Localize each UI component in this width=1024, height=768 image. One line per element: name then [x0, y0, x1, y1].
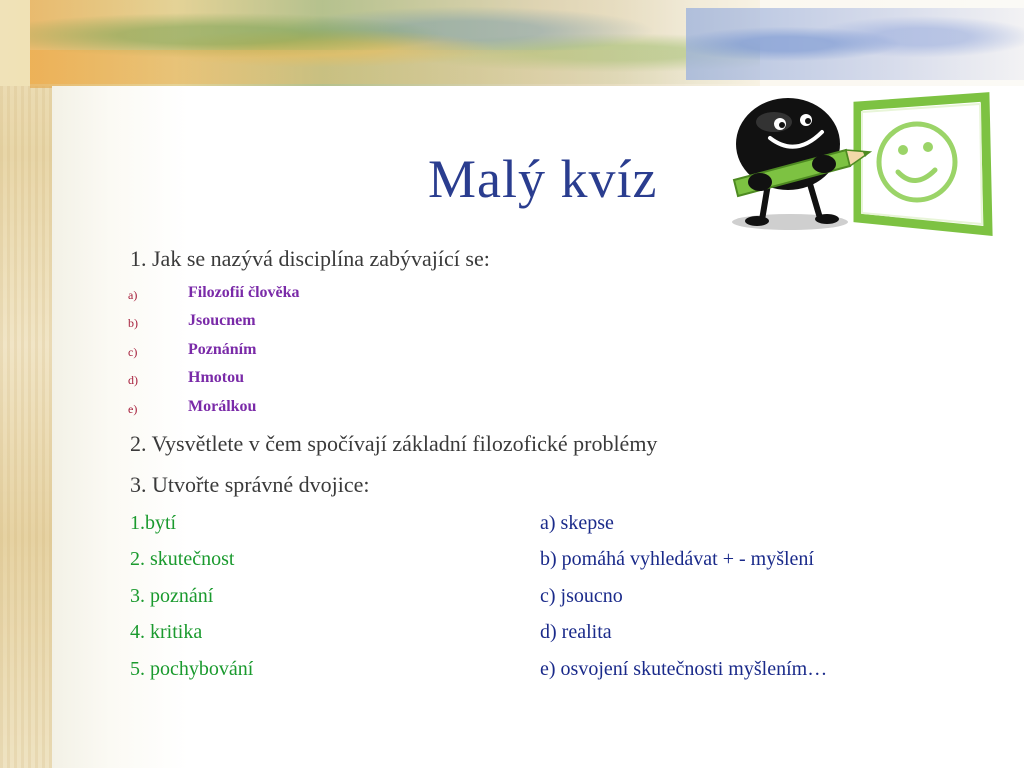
- option-text-b: Jsoucnem: [188, 312, 256, 329]
- pair-right-b: b) pomáhá vyhledávat + - myšlení: [540, 548, 814, 570]
- option-text-d: Hmotou: [188, 369, 244, 386]
- pair-left-5: 5. pochybování: [130, 658, 254, 680]
- option-letter-e: e): [128, 402, 138, 416]
- option-letter-d: d): [128, 373, 138, 387]
- pair-right-e: e) osvojení skutečnosti myšlením…: [540, 658, 828, 680]
- background-top-collage-right: [686, 8, 1024, 80]
- cartoon-character-drawing-smiley-icon: [730, 92, 1000, 237]
- pair-left-2: 2. skutečnost: [130, 548, 235, 570]
- option-letter-b: b): [128, 316, 138, 330]
- pair-left-4: 4. kritika: [130, 621, 203, 643]
- question-3: 3. Utvořte správné dvojice:: [130, 472, 370, 497]
- option-text-e: Morálkou: [188, 398, 257, 415]
- option-text-a: Filozofií člověka: [188, 284, 300, 301]
- pair-right-c: c) jsoucno: [540, 585, 623, 607]
- pair-left-1: 1.bytí: [130, 512, 177, 534]
- question-2: 2. Vysvětlete v čem spočívají základní filozofické problémy: [130, 431, 658, 456]
- pair-right-d: d) realita: [540, 621, 612, 643]
- option-letter-a: a): [128, 288, 138, 302]
- question-1: 1. Jak se nazývá disciplína zabývající se:: [130, 246, 490, 271]
- option-letter-c: c): [128, 345, 138, 359]
- pair-left-3: 3. poznání: [130, 585, 214, 607]
- option-text-c: Poznáním: [188, 341, 257, 358]
- background-top-stripe: [30, 50, 760, 84]
- slide-title: Malý kvíz: [428, 149, 658, 209]
- pair-right-a: a) skepse: [540, 512, 614, 534]
- background-left-strip: [0, 0, 52, 768]
